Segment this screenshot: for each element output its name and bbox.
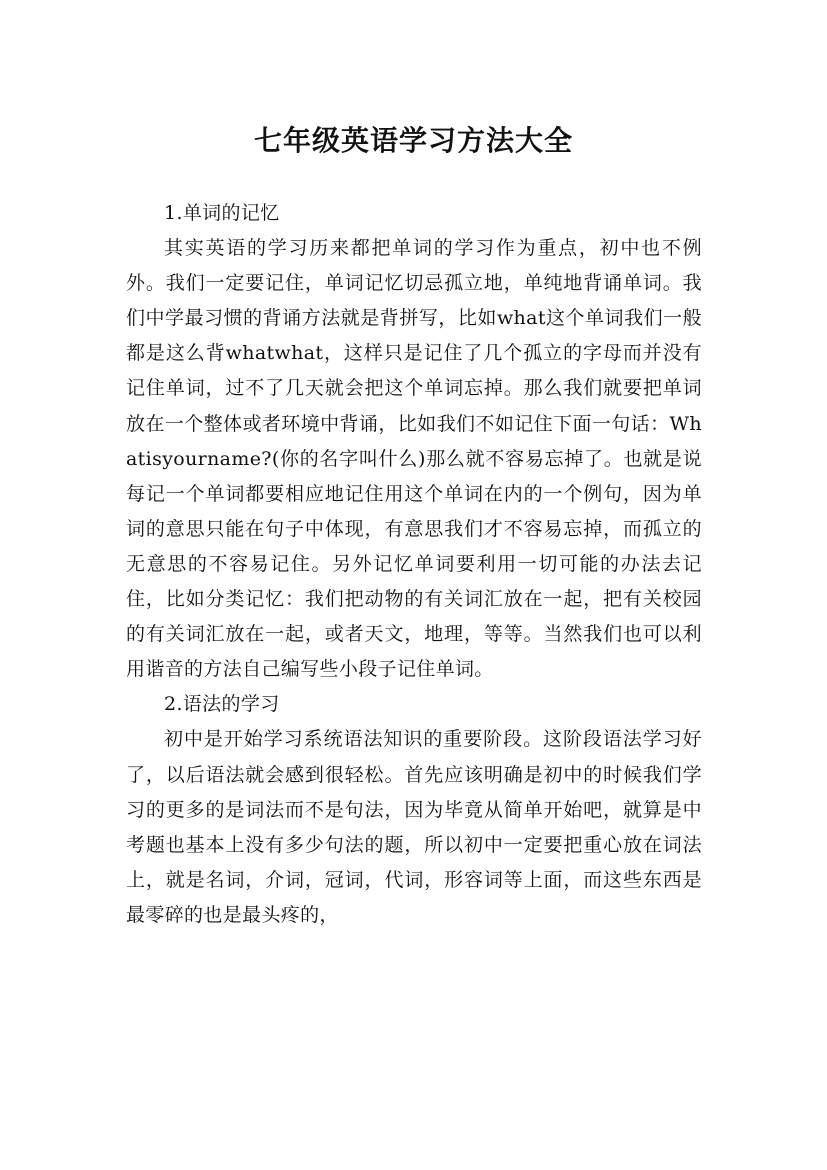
section-paragraph-word-memory: 其实英语的学习历来都把单词的学习作为重点，初中也不例外。我们一定要记住，单词记忆切忌孤立地，单纯地背诵单词。我们中学最习惯的背诵方法就是背拼写，比如what这个单词我们一般都是这么背whatwhat，这样只是记住了几个孤立的字母而并没有记住单词，过不了几天就会把这个单词忘掉。那么我们就要把单词放在一个整体或者环境中背诵，比如我们不如记住下面一句话：Whatisyourname?(你的名字叫什么)那么就不容易忘掉了。也就是说每记一个单词都要相应地记住用这个单词在内的一个例句，因为单词的意思只能在句子中体现，有意思我们才不容易忘掉，而孤立的无意思的不容易记住。另外记忆单词要利用一切可能的办法去记住，比如分类记忆：我们把动物的有关词汇放在一起，把有关校园的有关词汇放在一起，或者天文，地理，等等。当然我们也可以利用谐音的方法自己编写些小段子记住单词。	[126, 237, 702, 681]
document-body	[126, 196, 702, 933]
document-title: 七年级英语学习方法大全	[253, 123, 573, 157]
section-paragraph-grammar: 初中是开始学习系统语法知识的重要阶段。这阶段语法学习好了，以后语法就会感到很轻松。首先应该明确是初中的时候我们学习的更多的是词法而不是句法，因为毕竟从简单开始吧，就算是中考题也基本上没有多少句法的题，所以初中一定要把重心放在词法上，就是名词，介词，冠词，代词，形容词等上面，而这些东西是最零碎的也是最头疼的，	[126, 728, 702, 926]
section-heading-grammar: 2.语法的学习	[164, 693, 280, 716]
section-heading-word-memory: 1.单词的记忆	[164, 202, 280, 224]
